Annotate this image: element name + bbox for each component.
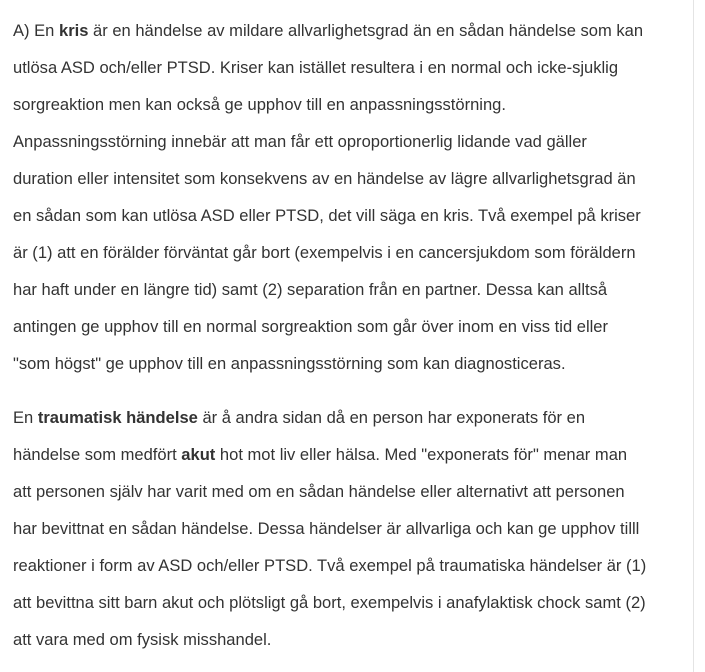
text-line: händelse som medfört akut hot mot liv eller hälsa. Med "exponerats för" menar man xyxy=(13,445,628,464)
text-line: har bevittnat en sådan händelse. Dessa händelser är allvarliga och kan ge upphov tilll xyxy=(13,519,640,538)
text-line: En traumatisk händelse är å andra sidan då en person har exponerats för en xyxy=(13,408,586,427)
text-line: är (1) att en förälder förväntat går bort (exempelvis i en cancersjukdom som föräldern xyxy=(13,243,636,262)
bold-term-kris: kris xyxy=(58,21,89,40)
text-line: sorgreaktion men kan också ge upphov till en anpassningsstörning. xyxy=(13,95,506,114)
bold-term-akut: akut xyxy=(181,445,216,464)
paragraph-traumatisk-handelse xyxy=(13,399,693,658)
text-line: duration eller intensitet som konsekvens av en händelse av lägre allvarlighetsgrad än xyxy=(13,169,636,188)
text-line: har haft under en längre tid) samt (2) separation från en partner. Dessa kan alltså xyxy=(13,280,608,299)
text-line: att bevittna sitt barn akut och plötsligt gå bort, exempelvis i anafylaktisk chock samt (2) xyxy=(13,593,646,612)
text-line: att vara med om fysisk misshandel. xyxy=(13,630,272,649)
text-line: A) En kris är en händelse av mildare allvarlighetsgrad än en sådan händelse som kan xyxy=(13,21,644,40)
bold-term-traumatisk-handelse: traumatisk händelse xyxy=(37,408,198,427)
right-divider xyxy=(693,0,694,672)
text-line: reaktioner i form av ASD och/eller PTSD. Två exempel på traumatiska händelser är (1) xyxy=(13,556,647,575)
text-line: antingen ge upphov till en normal sorgreaktion som går över inom en viss tid eller xyxy=(13,317,609,336)
text-line: "som högst" ge upphov till en anpassningsstörning som kan diagnosticeras. xyxy=(13,354,566,373)
text-line: Anpassningsstörning innebär att man får ett oproportionerlig lidande vad gäller xyxy=(13,132,587,151)
text-line: att personen själv har varit med om en sådan händelse eller alternativt att personen xyxy=(13,482,625,501)
paragraph-kris xyxy=(13,12,693,382)
text-line: utlösa ASD och/eller PTSD. Kriser kan istället resultera i en normal och icke-sjuklig xyxy=(13,58,619,77)
text-line: en sådan som kan utlösa ASD eller PTSD, det vill säga en kris. Två exempel på kriser xyxy=(13,206,641,225)
